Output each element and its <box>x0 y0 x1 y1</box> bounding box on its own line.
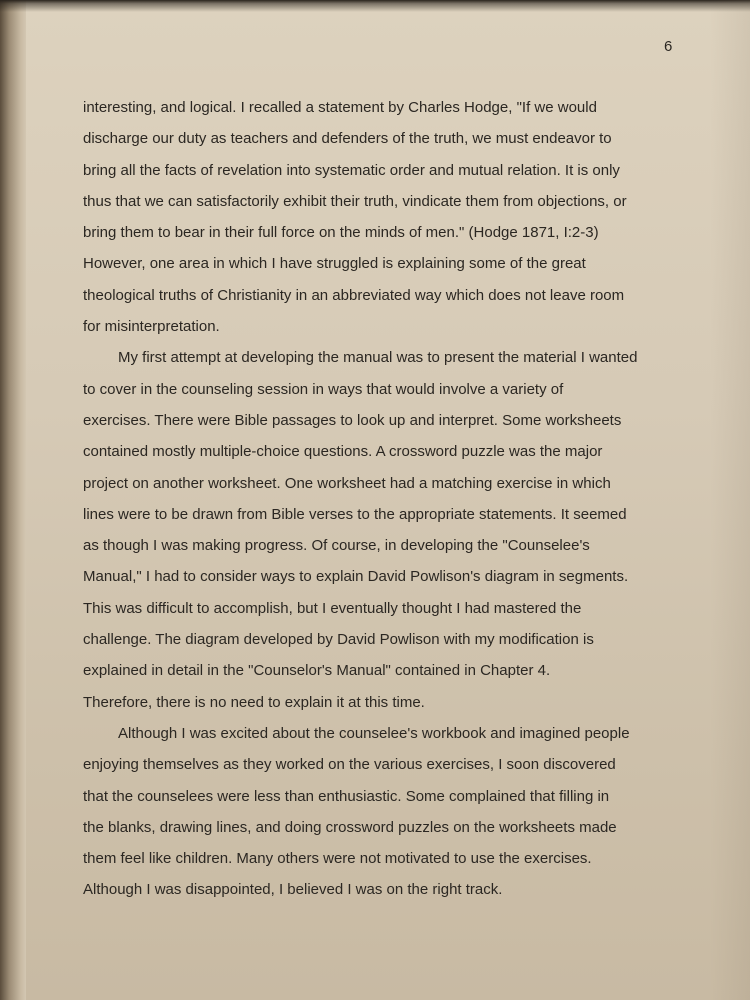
paragraph-1: interesting, and logical. I recalled a statement by Charles Hodge, "If we would discharge our duty as teachers and defenders of the truth, we must endeavor to bring all the facts of revelation into systematic order and mutual relation. It is only thus that we can satisfactorily exhibit their truth, vindicate them from objections, or bring them to bear in their full force on the minds of men." (Hodge 1871, I:2-3) However, one area in which I have struggled is explaining some of the great theological truths of Christianity in an abbreviated way which does not leave room for misinterpretation. <box>83 99 627 336</box>
book-binding-edge <box>0 0 26 1000</box>
paragraph-2: My first attempt at developing the manual was to present the material I wanted to cover in the counseling session in ways that would involve a variety of exercises. There were Bible passages to look up and interpret. Some worksheets contained mostly multiple-choice questions. A crossword puzzle was the major project on another worksheet. One worksheet had a matching exercise in which lines were to be drawn from Bible verses to the appropriate statements. It seemed as though I was making progress. Of course, in developing the "Counselee's Manual," I had to consider ways to explain David Powlison's diagram in segments. This was difficult to accomplish, but I eventually thought I had mastered the challenge. The diagram developed by David Powlison with my modification is explained in detail in the "Counselor's Manual" contained in Chapter 4. Therefore, there is no need to explain it at this time. <box>83 349 638 711</box>
right-edge-shade <box>710 0 750 1000</box>
body-text <box>83 92 688 906</box>
top-edge-shadow <box>0 0 750 12</box>
page-number: 6 <box>664 38 673 55</box>
paragraph-3: Although I was excited about the counselee's workbook and imagined people enjoying themselves as they worked on the various exercises, I soon discovered that the counselees were less than enthusiastic. Some complained that filling in the blanks, drawing lines, and doing crossword puzzles on the worksheets made them feel like children. Many others were not motivated to use the exercises. Although I was disappointed, I believed I was on the right track. <box>83 724 630 899</box>
